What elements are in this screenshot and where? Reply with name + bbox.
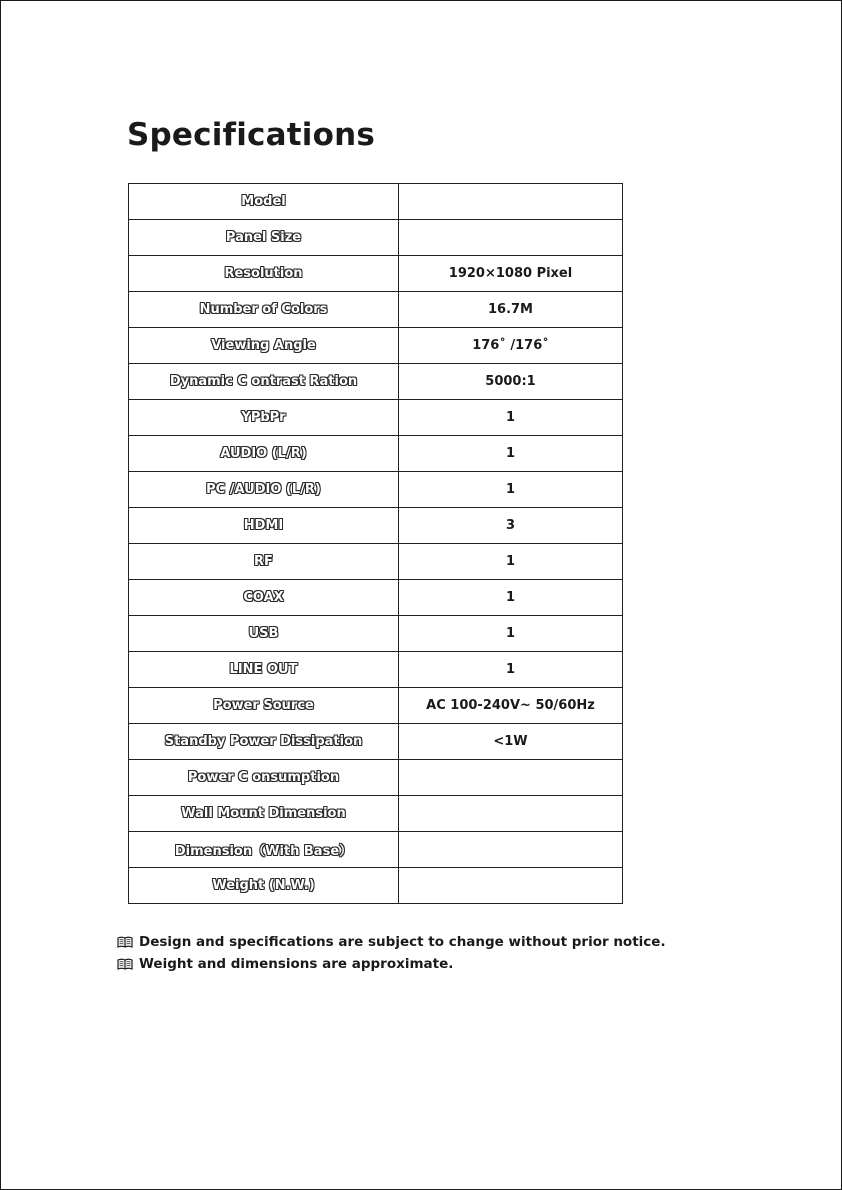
spec-label: Viewing Angle	[129, 328, 399, 364]
spec-label: Dynamic C ontrast Ration	[129, 364, 399, 400]
table-row	[129, 400, 623, 436]
spec-label: Weight (N.W.)	[129, 868, 399, 904]
spec-label: Number of Colors	[129, 292, 399, 328]
spec-label: Panel Size	[129, 220, 399, 256]
spec-value	[399, 184, 623, 220]
table-row	[129, 508, 623, 544]
spec-label: Resolution	[129, 256, 399, 292]
table-row	[129, 616, 623, 652]
page-title: Specifications	[127, 117, 376, 153]
table-row	[129, 760, 623, 796]
spec-label: LINE OUT	[129, 652, 399, 688]
spec-value: 1	[399, 472, 623, 508]
spec-label: RF	[129, 544, 399, 580]
table-row	[129, 580, 623, 616]
spec-value: 5000:1	[399, 364, 623, 400]
table-row	[129, 544, 623, 580]
book-icon	[117, 936, 133, 949]
spec-value: 1	[399, 544, 623, 580]
spec-label: YPbPr	[129, 400, 399, 436]
spec-label: COAX	[129, 580, 399, 616]
table-row	[129, 652, 623, 688]
spec-value: 1	[399, 580, 623, 616]
table-row	[129, 184, 623, 220]
spec-value	[399, 832, 623, 868]
spec-value	[399, 868, 623, 904]
table-row	[129, 364, 623, 400]
spec-value: 1920×1080 Pixel	[399, 256, 623, 292]
spec-value: <1W	[399, 724, 623, 760]
specifications-table	[128, 183, 623, 904]
spec-value: 1	[399, 400, 623, 436]
table-row	[129, 796, 623, 832]
spec-label: Model	[129, 184, 399, 220]
table-row	[129, 688, 623, 724]
spec-value: 1	[399, 436, 623, 472]
table-row	[129, 256, 623, 292]
spec-label: Wall Mount Dimension	[129, 796, 399, 832]
spec-value: AC 100-240V~ 50/60Hz	[399, 688, 623, 724]
note-item	[117, 931, 666, 953]
spec-label: HDMI	[129, 508, 399, 544]
spec-label: Dimension（With Base）	[129, 832, 399, 868]
table-row	[129, 436, 623, 472]
spec-value	[399, 796, 623, 832]
spec-label: Standby Power Dissipation	[129, 724, 399, 760]
table-row	[129, 220, 623, 256]
spec-value: 16.7M	[399, 292, 623, 328]
spec-label: Power Source	[129, 688, 399, 724]
spec-value: 1	[399, 652, 623, 688]
book-icon	[117, 958, 133, 971]
spec-label: AUDIO (L/R)	[129, 436, 399, 472]
table-row	[129, 472, 623, 508]
spec-label: Power C onsumption	[129, 760, 399, 796]
spec-value	[399, 760, 623, 796]
table-row	[129, 292, 623, 328]
spec-label: PC /AUDIO (L/R)	[129, 472, 399, 508]
table-row	[129, 868, 623, 904]
spec-value: 3	[399, 508, 623, 544]
table-row	[129, 328, 623, 364]
spec-value: 1	[399, 616, 623, 652]
notes	[117, 931, 666, 975]
table-row	[129, 724, 623, 760]
spec-value: 176˚ /176˚	[399, 328, 623, 364]
note-item	[117, 953, 666, 975]
note-text: Design and specifications are subject to change without prior notice.	[139, 934, 666, 950]
note-text: Weight and dimensions are approximate.	[139, 956, 454, 972]
spec-label: USB	[129, 616, 399, 652]
spec-value	[399, 220, 623, 256]
table-row	[129, 832, 623, 868]
